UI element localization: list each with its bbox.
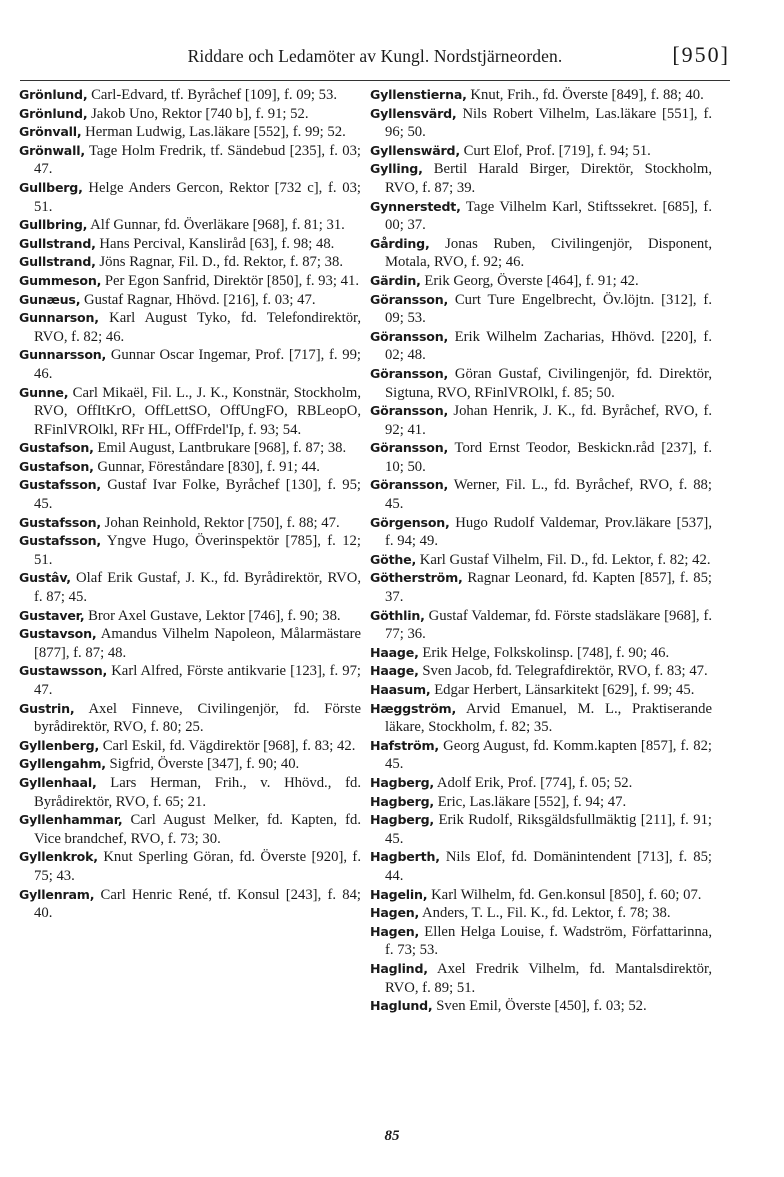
entry-surname: Gårding, <box>370 235 430 251</box>
register-entry <box>370 644 712 663</box>
register-entry <box>370 272 712 291</box>
register-entry <box>19 384 361 440</box>
register-entry <box>19 811 361 848</box>
register-entry <box>370 811 712 848</box>
entry-details: Alf Gunnar, fd. Överläkare [968], f. 81; 31. <box>90 217 345 234</box>
register-entry <box>19 886 361 923</box>
entry-details: Eric, Las.läkare [552], f. 94; 47. <box>437 793 627 810</box>
entry-surname: Gyllenstierna, <box>370 87 467 102</box>
register-entry <box>370 476 712 513</box>
entry-details: Axel Finneve, Civilingenjör, fd. Förste byrådirektör, RVO, f. 80; 25. <box>34 700 361 736</box>
register-entry <box>19 700 361 737</box>
entry-details: Erik Wilhelm Zacharias, Hhövd. [220], f. 02; 48. <box>385 328 712 364</box>
entry-surname: Gullbring, <box>19 217 88 233</box>
entry-details: Bertil Harald Birger, Direktör, Stockholm, RVO, f. 87; 39. <box>385 161 712 196</box>
register-entry <box>19 216 361 235</box>
entry-details: Nils Robert Vilhelm, Las.läkare [551], f. 96; 50. <box>385 105 713 141</box>
entry-details: Curt Elof, Prof. [719], f. 94; 51. <box>463 142 651 159</box>
entry-details: Curt Ture Engelbrecht, Öv.löjtn. [312], f. 09; 53. <box>385 291 712 327</box>
register-entry <box>370 551 712 570</box>
entry-details: Erik Helge, Folkskolinsp. [748], f. 90; 46. <box>422 644 670 661</box>
entry-surname: Gyllenhaal, <box>19 774 97 790</box>
entry-surname: Gyllenberg, <box>19 737 100 753</box>
entry-surname: Gyllenram, <box>19 886 95 902</box>
register-entry <box>19 532 361 569</box>
entry-surname: Grönvall, <box>19 124 82 140</box>
entry-surname: Haasum, <box>370 682 431 697</box>
entry-details: Karl Wilhelm, fd. Gen.konsul [850], f. 60; 07. <box>431 886 702 903</box>
page-reference-number: [950] <box>672 42 730 67</box>
entry-details: Göran Gustaf, Civilingenjör, fd. Direktör, Sigtuna, RVO, RFinlVROlkl, f. 85; 50. <box>385 365 713 401</box>
entry-surname: Gunne, <box>19 384 69 400</box>
entry-surname: Hagberth, <box>370 849 440 865</box>
entry-details: Carl Eskil, fd. Vägdirektör [968], f. 83; 42. <box>102 737 356 754</box>
entry-surname: Gustafson, <box>19 458 94 474</box>
running-title: Riddare och Ledamöter av Kungl. Nordstjärneorden. <box>187 46 563 66</box>
entry-surname: Gunæus, <box>19 291 81 307</box>
entry-surname: Gullstrand, <box>19 254 96 270</box>
entry-surname: Haglind, <box>370 960 428 976</box>
entry-surname: Gustawsson, <box>19 663 108 679</box>
entry-details: Tage Vilhelm Karl, Stiftssekret. [685], f. 00; 37. <box>385 198 712 234</box>
register-entry <box>19 848 361 885</box>
register-entry <box>19 142 361 179</box>
entry-details: Karl August Tyko, fd. Telefondirektör, RVO, f. 82; 46. <box>34 310 362 345</box>
register-entry <box>370 160 712 197</box>
entry-details: Edgar Herbert, Länsarkitekt [629], f. 99; 45. <box>434 682 695 698</box>
entry-details: Karl Alfred, Förste antikvarie [123], f. 97; 47. <box>34 663 361 698</box>
entry-surname: Gustafsson, <box>19 533 101 549</box>
register-entry <box>19 774 361 811</box>
register-entry <box>19 346 361 383</box>
register-entry <box>19 607 361 626</box>
register-entry <box>19 291 361 310</box>
entry-surname: Gustafson, <box>19 440 94 456</box>
entry-surname: Haglund, <box>370 998 433 1014</box>
entry-details: Sigfrid, Överste [347], f. 90; 40. <box>109 756 300 773</box>
entry-surname: Göthe, <box>370 551 417 567</box>
entry-surname: Gyllenswärd, <box>370 142 460 158</box>
two-column-body <box>19 86 731 1086</box>
entry-details: Carl Mikaël, Fil. L., J. K., Konstnär, Stockholm, RVO, OffItKrO, OffLettSO, OffUngFO, RBLeopO, RFinlVROlkl, RFr HL, OffFrdel'Ip, f. 93; 54. <box>34 384 362 438</box>
register-entry <box>370 514 712 551</box>
entry-surname: Grönwall, <box>19 142 85 158</box>
entry-surname: Hagen, <box>370 905 420 921</box>
entry-details: Carl Henric René, tf. Konsul [243], f. 84; 40. <box>34 886 361 922</box>
entry-details: Per Egon Sanfrid, Direktör [850], f. 93; 41. <box>104 272 359 289</box>
entry-surname: Gunnarsson, <box>19 347 107 363</box>
entry-surname: Gynnerstedt, <box>370 198 461 214</box>
entry-surname: Gustaver, <box>19 607 85 623</box>
register-entry <box>19 625 361 662</box>
entry-details: Jakob Uno, Rektor [740 b], f. 91; 52. <box>91 105 309 122</box>
entry-details: Tord Ernst Teodor, Beskickn.råd [237], f. 10; 50. <box>385 440 712 475</box>
entry-surname: Gustâv, <box>19 570 71 586</box>
left-column <box>19 86 361 923</box>
register-entry <box>19 476 361 513</box>
page-number: 85 <box>384 1128 400 1144</box>
entry-details: Erik Georg, Överste [464], f. 91; 42. <box>424 272 639 289</box>
register-entry <box>19 272 361 291</box>
register-entry <box>370 198 712 235</box>
entry-surname: Hagelin, <box>370 886 428 902</box>
register-entry <box>19 123 361 142</box>
register-entry <box>370 569 712 606</box>
entry-details: Johan Reinhold, Rektor [750], f. 88; 47. <box>104 514 340 531</box>
register-entry <box>19 179 361 216</box>
register-entry <box>19 569 361 606</box>
entry-details: Georg August, fd. Komm.kapten [857], f. 82; 45. <box>385 737 712 773</box>
entry-surname: Gyllengahm, <box>19 756 106 772</box>
entry-details: Amandus Vilhelm Napoleon, Målarmästare [877], f. 87; 48. <box>34 626 361 661</box>
entry-details: Axel Fredrik Vilhelm, fd. Mantalsdirektör, RVO, f. 89; 51. <box>385 960 712 996</box>
register-entry <box>370 328 712 365</box>
entry-surname: Görgenson, <box>370 514 450 530</box>
register-entry <box>370 402 712 439</box>
register-entry <box>19 514 361 533</box>
entry-surname: Göthlin, <box>370 607 425 623</box>
entry-details: Bror Axel Gustave, Lektor [746], f. 90; 38. <box>88 607 341 624</box>
entry-surname: Gummeson, <box>19 272 102 288</box>
entry-surname: Gunnarson, <box>19 310 99 326</box>
register-entry <box>370 886 712 905</box>
entry-details: Anders, T. L., Fil. K., fd. Lektor, f. 78; 38. <box>422 905 671 922</box>
entry-surname: Gustavson, <box>19 626 97 642</box>
entry-details: Tage Holm Fredrik, tf. Sändebud [235], f. 03; 47. <box>34 142 361 178</box>
entry-details: Herman Ludwig, Las.läkare [552], f. 99; 52. <box>85 124 346 141</box>
entry-surname: Gustrin, <box>19 700 75 716</box>
entry-surname: Gylling, <box>370 161 423 177</box>
entry-surname: Hagberg, <box>370 774 435 790</box>
register-entry <box>370 923 712 960</box>
register-entry <box>19 86 361 105</box>
entry-surname: Gullstrand, <box>19 235 96 251</box>
entry-details: Arvid Emanuel, M. L., Praktiserande läkare, Stockholm, f. 82; 35. <box>385 700 712 736</box>
register-entry <box>19 737 361 756</box>
register-entry <box>19 309 361 346</box>
register-entry <box>19 235 361 254</box>
register-entry <box>19 662 361 699</box>
entry-details: Gustaf Ivar Folke, Byråchef [130], f. 95; 45. <box>34 477 361 513</box>
entry-details: Hans Percival, Kansliråd [63], f. 98; 48. <box>99 235 335 252</box>
entry-surname: Grönlund, <box>19 105 88 121</box>
register-entry <box>370 681 712 700</box>
entry-surname: Hagen, <box>370 923 420 939</box>
register-entry <box>370 142 712 161</box>
entry-surname: Göransson, <box>370 365 449 381</box>
register-entry <box>370 997 712 1016</box>
entry-details: Sven Emil, Överste [450], f. 03; 52. <box>436 998 647 1015</box>
entry-surname: Göransson, <box>370 403 449 419</box>
register-entry <box>370 700 712 737</box>
entry-surname: Hafström, <box>370 737 440 753</box>
entry-details: Ellen Helga Louise, f. Wadström, Författarinna, f. 73; 53. <box>385 923 713 959</box>
register-entry <box>370 960 712 997</box>
right-column <box>370 86 712 1016</box>
entry-surname: Gullberg, <box>19 179 83 195</box>
entry-surname: Gustafsson, <box>19 477 101 493</box>
register-entry <box>370 365 712 402</box>
entry-details: Carl-Edvard, tf. Byråchef [109], f. 09; 53. <box>91 87 338 103</box>
register-entry <box>370 105 712 142</box>
entry-surname: Haage, <box>370 663 419 679</box>
register-entry <box>19 105 361 124</box>
register-entry <box>19 253 361 272</box>
entry-details: Erik Rudolf, Riksgäldsfullmäktig [211], f. 91; 45. <box>385 812 712 847</box>
entry-details: Gustaf Valdemar, fd. Förste stadsläkare [968], f. 77; 36. <box>385 607 713 643</box>
register-entry <box>370 737 712 774</box>
entry-details: Helge Anders Gercon, Rektor [732 c], f. 03; 51. <box>34 179 362 215</box>
entry-details: Werner, Fil. L., fd. Byråchef, RVO, f. 88; 45. <box>385 477 712 513</box>
entry-details: Sven Jacob, fd. Telegrafdirektör, RVO, f. 83; 47. <box>422 663 708 680</box>
entry-surname: Hagberg, <box>370 812 435 828</box>
register-entry <box>370 662 712 681</box>
entry-details: Olaf Erik Gustaf, J. K., fd. Byrådirektör, RVO, f. 87; 45. <box>34 570 362 606</box>
register-entry <box>19 458 361 477</box>
register-entry <box>370 793 712 812</box>
entry-surname: Hagberg, <box>370 793 435 809</box>
entry-details: Emil August, Lantbrukare [968], f. 87; 38. <box>97 440 347 457</box>
entry-details: Gunnar Oscar Ingemar, Prof. [717], f. 99; 46. <box>34 347 361 382</box>
page-header <box>20 40 730 80</box>
entry-surname: Göransson, <box>370 291 449 307</box>
entry-details: Jonas Ruben, Civilingenjör, Disponent, Motala, RVO, f. 92; 46. <box>385 235 713 271</box>
entry-surname: Götherström, <box>370 570 463 586</box>
entry-details: Ragnar Leonard, fd. Kapten [857], f. 85; 37. <box>385 570 713 606</box>
register-entry <box>370 774 712 793</box>
entry-details: Lars Herman, Frih., v. Hhövd., fd. Byrådirektör, RVO, f. 65; 21. <box>34 774 362 810</box>
register-entry <box>19 439 361 458</box>
register-entry <box>370 439 712 476</box>
register-entry <box>19 755 361 774</box>
entry-details: Gustaf Ragnar, Hhövd. [216], f. 03; 47. <box>83 291 316 308</box>
entry-details: Knut, Frih., fd. Överste [849], f. 88; 40. <box>470 87 704 103</box>
register-entry <box>370 607 712 644</box>
entry-surname: Göransson, <box>370 440 449 456</box>
entry-surname: Gyllensvärd, <box>370 105 457 121</box>
register-entry <box>370 86 712 105</box>
entry-surname: Gyllenhammar, <box>19 812 123 828</box>
entry-details: Hugo Rudolf Valdemar, Prov.läkare [537], f. 94; 49. <box>385 514 712 550</box>
entry-details: Gunnar, Föreståndare [830], f. 91; 44. <box>97 458 320 475</box>
entry-surname: Haage, <box>370 644 419 660</box>
entry-details: Yngve Hugo, Överinspektör [785], f. 12; 51. <box>34 533 361 568</box>
register-entry <box>370 848 712 885</box>
entry-details: Johan Henrik, J. K., fd. Byråchef, RVO, f. 92; 41. <box>385 403 713 438</box>
entry-details: Knut Sperling Göran, fd. Överste [920], f. 75; 43. <box>34 849 361 884</box>
header-rule <box>20 80 730 81</box>
entry-surname: Gustafsson, <box>19 514 101 530</box>
entry-details: Jöns Ragnar, Fil. D., fd. Rektor, f. 87; 38. <box>99 254 344 271</box>
entry-surname: Hæggström, <box>370 700 457 716</box>
entry-surname: Göransson, <box>370 477 449 493</box>
entry-surname: Gyllenkrok, <box>19 849 98 865</box>
entry-details: Nils Elof, fd. Domänintendent [713], f. 85; 44. <box>385 849 713 884</box>
entry-surname: Grönlund, <box>19 87 88 102</box>
entry-surname: Gärdin, <box>370 272 421 288</box>
entry-details: Adolf Erik, Prof. [774], f. 05; 52. <box>436 774 633 791</box>
register-entry <box>370 291 712 328</box>
entry-details: Carl August Melker, fd. Kapten, fd. Vice brandchef, RVO, f. 73; 30. <box>34 812 362 847</box>
register-entry <box>370 235 712 272</box>
entry-surname: Göransson, <box>370 328 449 344</box>
register-entry <box>370 904 712 923</box>
entry-details: Karl Gustaf Vilhelm, Fil. D., fd. Lektor, f. 82; 42. <box>419 551 711 568</box>
